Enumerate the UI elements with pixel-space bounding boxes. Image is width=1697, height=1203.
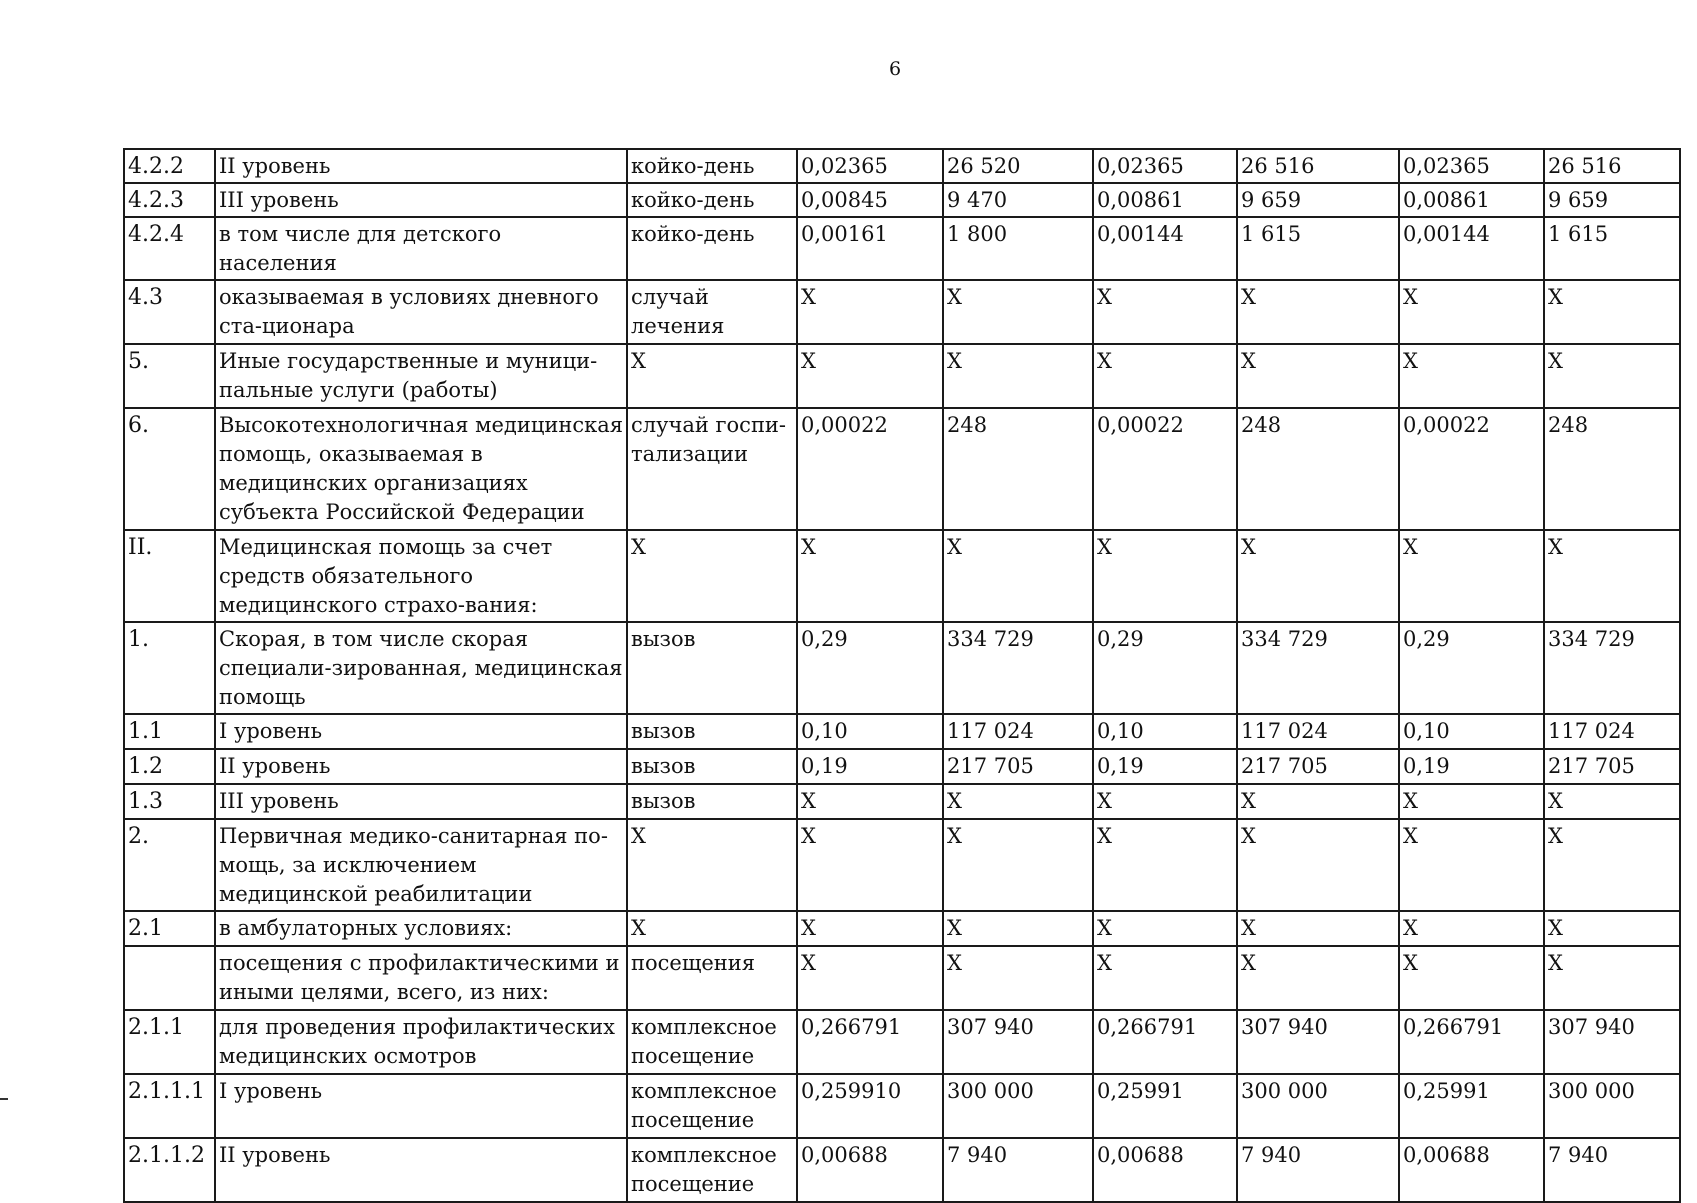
row-unit: X <box>627 530 797 622</box>
table-row <box>124 280 1680 344</box>
row-value-2: 334 729 <box>943 622 1093 714</box>
row-value-4: X <box>1237 819 1399 911</box>
row-value-5: X <box>1399 280 1544 344</box>
row-value-1: 0,266791 <box>797 1010 943 1074</box>
row-unit: вызов <box>627 714 797 749</box>
row-value-3: 0,00022 <box>1093 408 1237 530</box>
row-value-1: 0,02365 <box>797 149 943 183</box>
row-value-4: X <box>1237 784 1399 819</box>
row-value-3: 0,02365 <box>1093 149 1237 183</box>
row-value-3: 0,00144 <box>1093 217 1237 280</box>
row-value-6: X <box>1544 946 1680 1010</box>
row-value-2: 26 520 <box>943 149 1093 183</box>
row-value-2: 217 705 <box>943 749 1093 784</box>
row-value-6: X <box>1544 530 1680 622</box>
row-value-4: 117 024 <box>1237 714 1399 749</box>
row-value-3: X <box>1093 819 1237 911</box>
row-value-2: 7 940 <box>943 1138 1093 1202</box>
row-code: II. <box>124 530 215 622</box>
row-code: 4.2.3 <box>124 183 215 217</box>
row-name: I уровень <box>215 714 627 749</box>
row-value-4: 9 659 <box>1237 183 1399 217</box>
row-value-6: X <box>1544 344 1680 408</box>
row-name: II уровень <box>215 1138 627 1202</box>
row-value-4: X <box>1237 280 1399 344</box>
row-code: 6. <box>124 408 215 530</box>
row-value-5: 0,00144 <box>1399 217 1544 280</box>
row-value-3: 0,19 <box>1093 749 1237 784</box>
row-value-4: 300 000 <box>1237 1074 1399 1138</box>
table-row <box>124 1010 1680 1074</box>
row-value-5: X <box>1399 946 1544 1010</box>
row-code: 1.3 <box>124 784 215 819</box>
row-value-4: 26 516 <box>1237 149 1399 183</box>
row-value-5: 0,266791 <box>1399 1010 1544 1074</box>
row-value-2: X <box>943 946 1093 1010</box>
row-unit: X <box>627 819 797 911</box>
table-row <box>124 714 1680 749</box>
row-value-2: 9 470 <box>943 183 1093 217</box>
row-value-2: 248 <box>943 408 1093 530</box>
table-row <box>124 217 1680 280</box>
row-value-2: X <box>943 344 1093 408</box>
row-code: 2.1.1 <box>124 1010 215 1074</box>
row-value-1: 0,19 <box>797 749 943 784</box>
row-value-3: X <box>1093 946 1237 1010</box>
row-value-3: 0,25991 <box>1093 1074 1237 1138</box>
row-unit: X <box>627 911 797 946</box>
row-value-2: 307 940 <box>943 1010 1093 1074</box>
row-value-1: X <box>797 344 943 408</box>
row-value-6: X <box>1544 280 1680 344</box>
row-value-1: 0,10 <box>797 714 943 749</box>
table-row <box>124 749 1680 784</box>
row-code <box>124 946 215 1010</box>
row-name: II уровень <box>215 749 627 784</box>
table-body <box>124 149 1680 1202</box>
row-unit: койко-день <box>627 217 797 280</box>
row-value-4: X <box>1237 946 1399 1010</box>
row-value-2: X <box>943 911 1093 946</box>
row-value-1: 0,00688 <box>797 1138 943 1202</box>
row-unit: комплексное посещение <box>627 1010 797 1074</box>
row-value-4: 1 615 <box>1237 217 1399 280</box>
row-value-2: X <box>943 280 1093 344</box>
row-name: Высокотехнологичная медицинская помощь, оказываемая в медицинских организациях субъекта Российской Федерации <box>215 408 627 530</box>
row-value-3: X <box>1093 911 1237 946</box>
row-code: 2. <box>124 819 215 911</box>
row-value-1: 0,00845 <box>797 183 943 217</box>
row-unit: комплексное посещение <box>627 1074 797 1138</box>
row-code: 2.1 <box>124 911 215 946</box>
row-value-4: 7 940 <box>1237 1138 1399 1202</box>
data-table <box>123 148 1681 1203</box>
row-value-2: X <box>943 819 1093 911</box>
row-unit: вызов <box>627 784 797 819</box>
row-value-3: 0,00861 <box>1093 183 1237 217</box>
row-value-2: 117 024 <box>943 714 1093 749</box>
row-value-2: 1 800 <box>943 217 1093 280</box>
row-value-5: X <box>1399 344 1544 408</box>
page-number: 6 <box>888 58 902 80</box>
row-value-1: 0,29 <box>797 622 943 714</box>
row-value-1: X <box>797 946 943 1010</box>
row-name: III уровень <box>215 784 627 819</box>
row-value-3: X <box>1093 280 1237 344</box>
row-value-3: X <box>1093 344 1237 408</box>
row-value-5: X <box>1399 530 1544 622</box>
row-value-4: 248 <box>1237 408 1399 530</box>
row-value-5: 0,02365 <box>1399 149 1544 183</box>
row-value-3: X <box>1093 784 1237 819</box>
row-value-5: 0,29 <box>1399 622 1544 714</box>
row-unit: посещения <box>627 946 797 1010</box>
row-value-5: 0,25991 <box>1399 1074 1544 1138</box>
table-row <box>124 530 1680 622</box>
row-unit: койко-день <box>627 149 797 183</box>
row-unit: вызов <box>627 622 797 714</box>
table-row <box>124 149 1680 183</box>
scan-edge-mark <box>0 1098 8 1100</box>
table-row <box>124 622 1680 714</box>
row-value-6: 334 729 <box>1544 622 1680 714</box>
row-name: для проведения профилактических медицинских осмотров <box>215 1010 627 1074</box>
table-row <box>124 408 1680 530</box>
row-value-1: X <box>797 911 943 946</box>
row-name: Медицинская помощь за счет средств обязательного медицинского страхо-вания: <box>215 530 627 622</box>
row-code: 4.2.4 <box>124 217 215 280</box>
row-code: 1. <box>124 622 215 714</box>
row-name: II уровень <box>215 149 627 183</box>
table-row <box>124 784 1680 819</box>
row-value-4: 307 940 <box>1237 1010 1399 1074</box>
row-value-4: X <box>1237 911 1399 946</box>
row-name: Скорая, в том числе скорая специали-зированная, медицинская помощь <box>215 622 627 714</box>
row-value-3: X <box>1093 530 1237 622</box>
row-name: посещения с профилактическими и иными целями, всего, из них: <box>215 946 627 1010</box>
row-value-5: 0,19 <box>1399 749 1544 784</box>
row-value-3: 0,10 <box>1093 714 1237 749</box>
row-value-6: X <box>1544 784 1680 819</box>
table-row <box>124 911 1680 946</box>
row-value-6: 307 940 <box>1544 1010 1680 1074</box>
row-value-4: 217 705 <box>1237 749 1399 784</box>
row-code: 1.2 <box>124 749 215 784</box>
row-value-3: 0,29 <box>1093 622 1237 714</box>
row-name: в амбулаторных условиях: <box>215 911 627 946</box>
row-value-5: 0,00688 <box>1399 1138 1544 1202</box>
row-unit: случай госпи-тализации <box>627 408 797 530</box>
row-value-1: X <box>797 530 943 622</box>
row-value-6: 7 940 <box>1544 1138 1680 1202</box>
row-value-1: 0,00161 <box>797 217 943 280</box>
row-code: 4.3 <box>124 280 215 344</box>
row-value-6: 117 024 <box>1544 714 1680 749</box>
row-value-5: X <box>1399 819 1544 911</box>
row-name: I уровень <box>215 1074 627 1138</box>
row-value-4: 334 729 <box>1237 622 1399 714</box>
row-value-1: X <box>797 784 943 819</box>
row-name: оказываемая в условиях дневного ста-ционара <box>215 280 627 344</box>
row-value-1: 0,259910 <box>797 1074 943 1138</box>
row-name: в том числе для детского населения <box>215 217 627 280</box>
row-name: Первичная медико-санитарная по-мощь, за исключением медицинской реабилитации <box>215 819 627 911</box>
row-value-5: X <box>1399 784 1544 819</box>
table-row <box>124 819 1680 911</box>
row-unit: комплексное посещение <box>627 1138 797 1202</box>
row-value-5: 0,00022 <box>1399 408 1544 530</box>
row-value-5: 0,00861 <box>1399 183 1544 217</box>
row-value-6: 1 615 <box>1544 217 1680 280</box>
row-unit: X <box>627 344 797 408</box>
table-row <box>124 344 1680 408</box>
row-value-5: X <box>1399 911 1544 946</box>
row-name: Иные государственные и муници-пальные услуги (работы) <box>215 344 627 408</box>
row-value-1: X <box>797 819 943 911</box>
row-value-6: 9 659 <box>1544 183 1680 217</box>
row-value-2: 300 000 <box>943 1074 1093 1138</box>
row-value-3: 0,00688 <box>1093 1138 1237 1202</box>
row-code: 1.1 <box>124 714 215 749</box>
table-row <box>124 1138 1680 1202</box>
row-value-6: 217 705 <box>1544 749 1680 784</box>
row-value-6: X <box>1544 911 1680 946</box>
row-code: 2.1.1.2 <box>124 1138 215 1202</box>
row-value-1: 0,00022 <box>797 408 943 530</box>
row-value-5: 0,10 <box>1399 714 1544 749</box>
row-name: III уровень <box>215 183 627 217</box>
row-unit: вызов <box>627 749 797 784</box>
row-value-6: 300 000 <box>1544 1074 1680 1138</box>
row-value-2: X <box>943 784 1093 819</box>
row-value-6: 26 516 <box>1544 149 1680 183</box>
row-code: 5. <box>124 344 215 408</box>
row-value-3: 0,266791 <box>1093 1010 1237 1074</box>
row-unit: случай лечения <box>627 280 797 344</box>
row-value-6: 248 <box>1544 408 1680 530</box>
row-code: 4.2.2 <box>124 149 215 183</box>
row-code: 2.1.1.1 <box>124 1074 215 1138</box>
table-row <box>124 183 1680 217</box>
table-row <box>124 946 1680 1010</box>
row-value-4: X <box>1237 530 1399 622</box>
row-value-6: X <box>1544 819 1680 911</box>
row-value-2: X <box>943 530 1093 622</box>
row-value-4: X <box>1237 344 1399 408</box>
table-row <box>124 1074 1680 1138</box>
row-value-1: X <box>797 280 943 344</box>
row-unit: койко-день <box>627 183 797 217</box>
